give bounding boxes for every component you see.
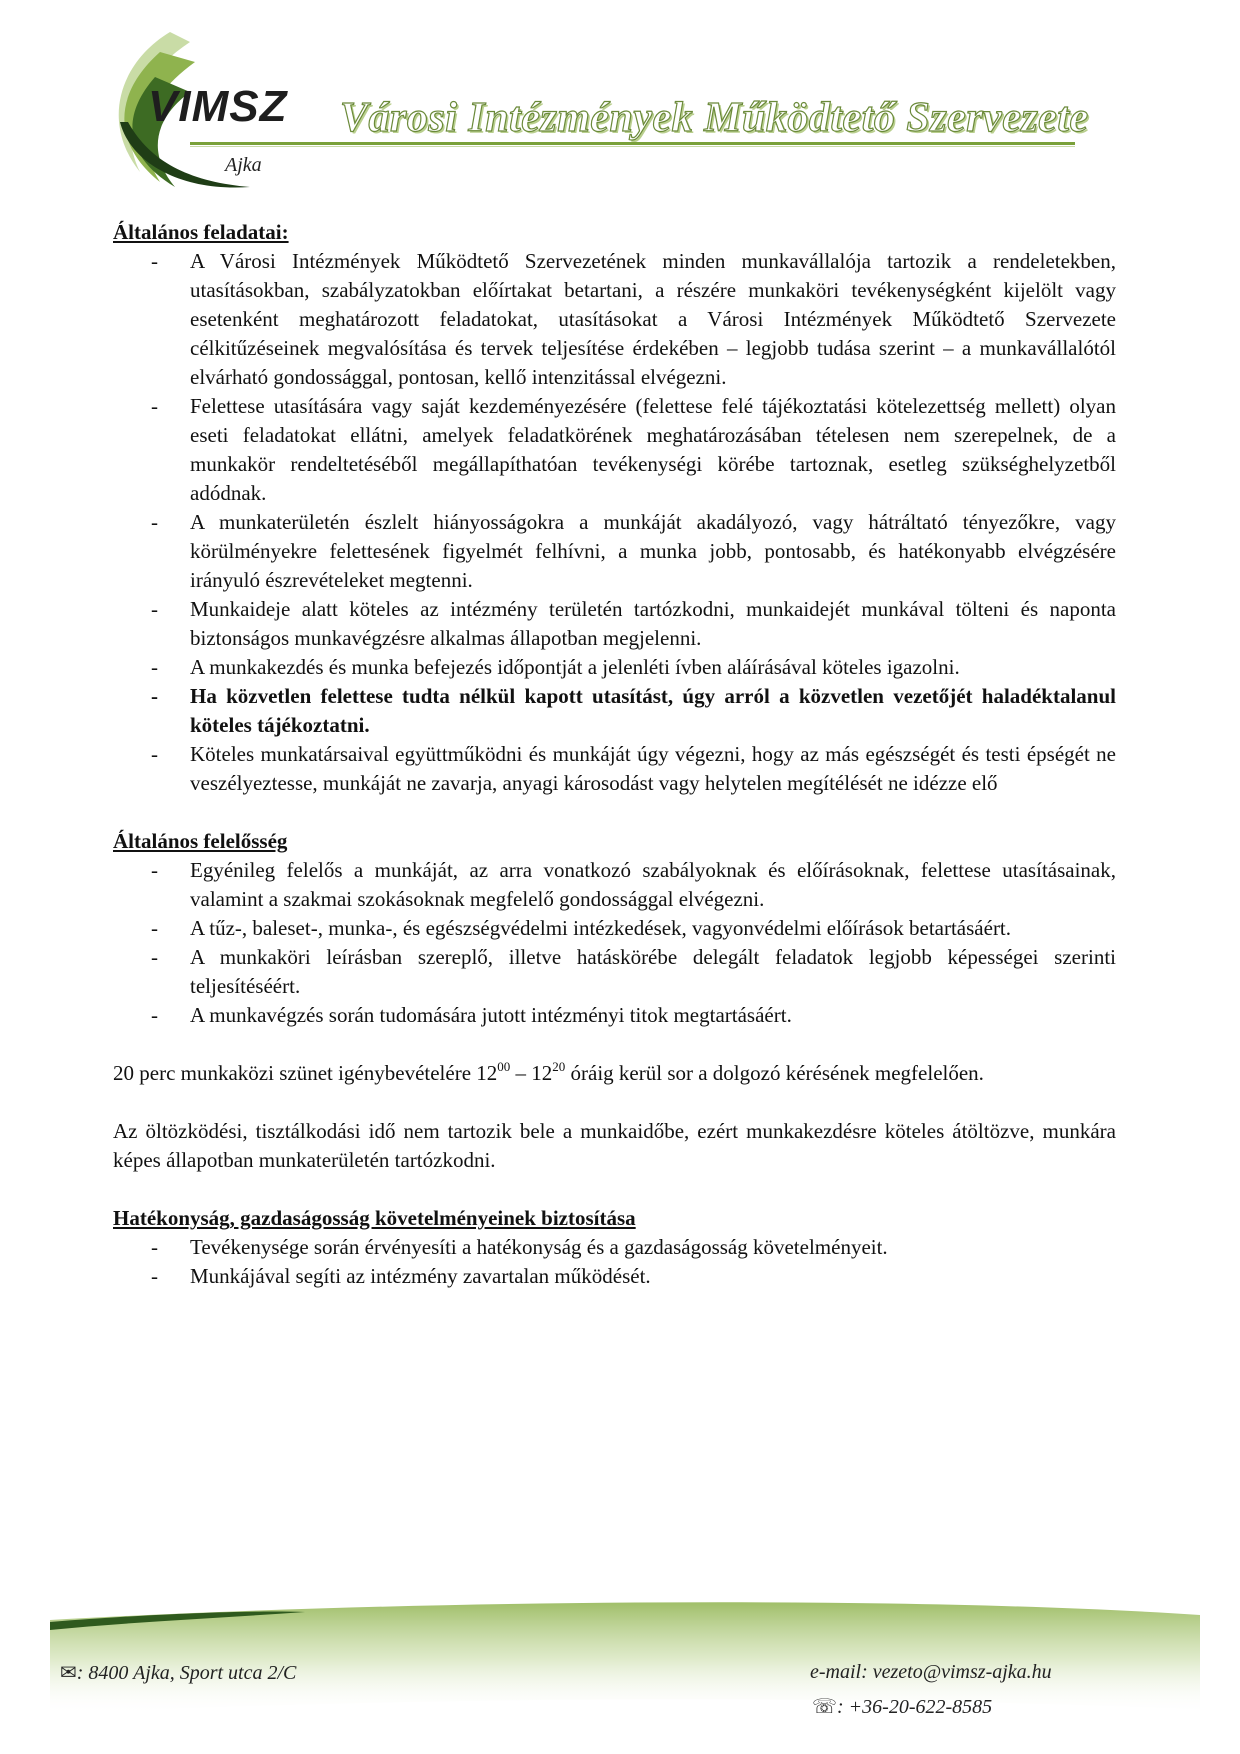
mobile-phone-icon: ☏ — [812, 1696, 838, 1718]
section-heading-general-responsibility: Általános felelősség — [113, 829, 288, 853]
list-item: - A tűz-, baleset-, munka-, és egészségvédelmi intézkedések, vagyonvédelmi előírások betartásáért. — [113, 914, 1116, 943]
page-footer — [0, 1600, 1240, 1754]
bullet-dash: - — [151, 742, 158, 766]
list-item: - A munkakezdés és munka befejezés időpontját a jelenléti ívben aláírásával köteles igazolni. — [113, 653, 1116, 682]
bullet-dash: - — [151, 684, 158, 708]
bullet-dash: - — [151, 597, 158, 621]
bullet-dash: - — [151, 858, 158, 882]
bullet-dash: - — [151, 1235, 158, 1259]
list-item: - Tevékenysége során érvényesíti a hatékonyság és a gazdaságosság követelményeit. — [113, 1233, 1116, 1262]
letterhead — [0, 0, 1240, 200]
footer-phone: ☏: +36-20-622-8585 — [812, 1696, 993, 1718]
list-item: - A Városi Intézmények Működtető Szervezetének minden munkavállalója tartozik a rendeletekben, utasításokban, szabályzatokban előírtakat betartani, a részére munkaköri tevékenységként kijelölt vagy esetenként meghatározott feladatokat, utasításokat a Városi Intézmények Működtető Szervezete célkitűzéseinek megvalósítása és tervek teljesítése érdekében – legjobb tudása szerint – a munkavállalótól elvárható gondossággal, pontosan, kellő intenzitással elvégezni. — [151, 249, 1116, 389]
envelope-icon: ✉ — [60, 1662, 77, 1684]
bullet-dash: - — [151, 1264, 158, 1288]
bullet-dash: - — [151, 1003, 158, 1027]
spacer — [113, 1088, 1116, 1117]
bullet-dash: - — [151, 510, 158, 534]
list-item: - Munkájával segíti az intézmény zavartalan működését. — [113, 1262, 1116, 1291]
list-item: - Felettese utasítására vagy saját kezdeményezésére (felettese felé tájékoztatási kötelezettség mellett) olyan eseti feladatokat ellátni, amelyek feladatkörének meghatározásában tételesen nem szerepelnek, de a munkakör rendeltetéséből megállapíthatóan tevékenységi körébe tartoznak, esetleg szükséghelyzetből adódnak. — [151, 394, 1116, 505]
footer-address: ✉: 8400 Ajka, Sport utca 2/C — [60, 1662, 297, 1684]
efficiency-list — [113, 1233, 1116, 1291]
general-tasks-list — [113, 247, 1116, 798]
list-item: - Munkaideje alatt köteles az intézmény területén tartózkodni, munkaidejét munkával tölteni és naponta biztonságos munkavégzésre alkalmas állapotban megjelenni. — [151, 597, 1116, 650]
bullet-dash: - — [151, 655, 158, 679]
list-item: - Köteles munkatársaival együttműködni és munkáját úgy végezni, hogy az más egészségét és testi épségét ne veszélyeztesse, munkáját ne zavarja, anyagi károsodást vagy helytelen megítélését ne idézze elő — [151, 742, 1116, 795]
spacer — [113, 1030, 1116, 1059]
list-item: - A munkaterületén észlelt hiányosságokra a munkáját akadályozó, vagy hátráltató tényezőkre, vagy körülményekre felettesének figyelmét felhívni, a munka jobb, pontosabb, és hatékonyabb elvégzésére irányuló észrevételeket megtenni. — [151, 510, 1116, 592]
bullet-dash: - — [151, 249, 158, 273]
list-item: - A munkavégzés során tudomására jutott intézményi titok megtartásáért. — [113, 1001, 1116, 1030]
list-item-bold: - Ha közvetlen felettese tudta nélkül kapott utasítást, úgy arról a közvetlen vezetőjét haladéktalanul köteles tájékoztatni. — [151, 684, 1116, 737]
general-responsibility-list — [113, 856, 1116, 1030]
bullet-dash: - — [151, 945, 158, 969]
bullet-dash: - — [151, 916, 158, 940]
list-item: - Egyénileg felelős a munkáját, az arra vonatkozó szabályoknak és előírásoknak, felettese utasításainak, valamint a szakmai szokásoknak megfelelő gondossággal elvégezni. — [151, 858, 1116, 911]
organization-title: Városi Intézmények Működtető Szervezete — [340, 95, 1089, 141]
title-underline — [190, 142, 1075, 145]
bullet-dash: - — [151, 394, 158, 418]
title-underline-light — [190, 146, 1075, 147]
footer-email: e-mail: vezeto@vimsz-ajka.hu — [810, 1661, 1052, 1683]
section-heading-efficiency: Hatékonyság, gazdaságosság követelményeinek biztosítása — [113, 1206, 636, 1230]
spacer — [113, 1175, 1116, 1204]
logo-text: VIMSZ — [148, 82, 288, 131]
document-body — [113, 218, 1116, 1291]
section-heading-general-tasks: Általános feladatai: — [113, 220, 289, 244]
dress-paragraph: Az öltözködési, tisztálkodási idő nem tartozik bele a munkaidőbe, ezért munkakezdésre köteles átöltözve, munkára képes állapotban munkaterületén tartózkodni. — [113, 1119, 1116, 1172]
logo-city: Ajka — [225, 154, 262, 176]
list-item: - A munkaköri leírásban szereplő, illetve hatáskörébe delegált feladatok legjobb képességei szerinti teljesítéséért. — [151, 945, 1116, 998]
break-paragraph: 20 perc munkaközi szünet igénybevételére $12^{00} - 12^{20}$ óráig kerül sor a dolgozó kérésének megfelelően. — [113, 1059, 984, 1085]
spacer — [113, 798, 1116, 827]
